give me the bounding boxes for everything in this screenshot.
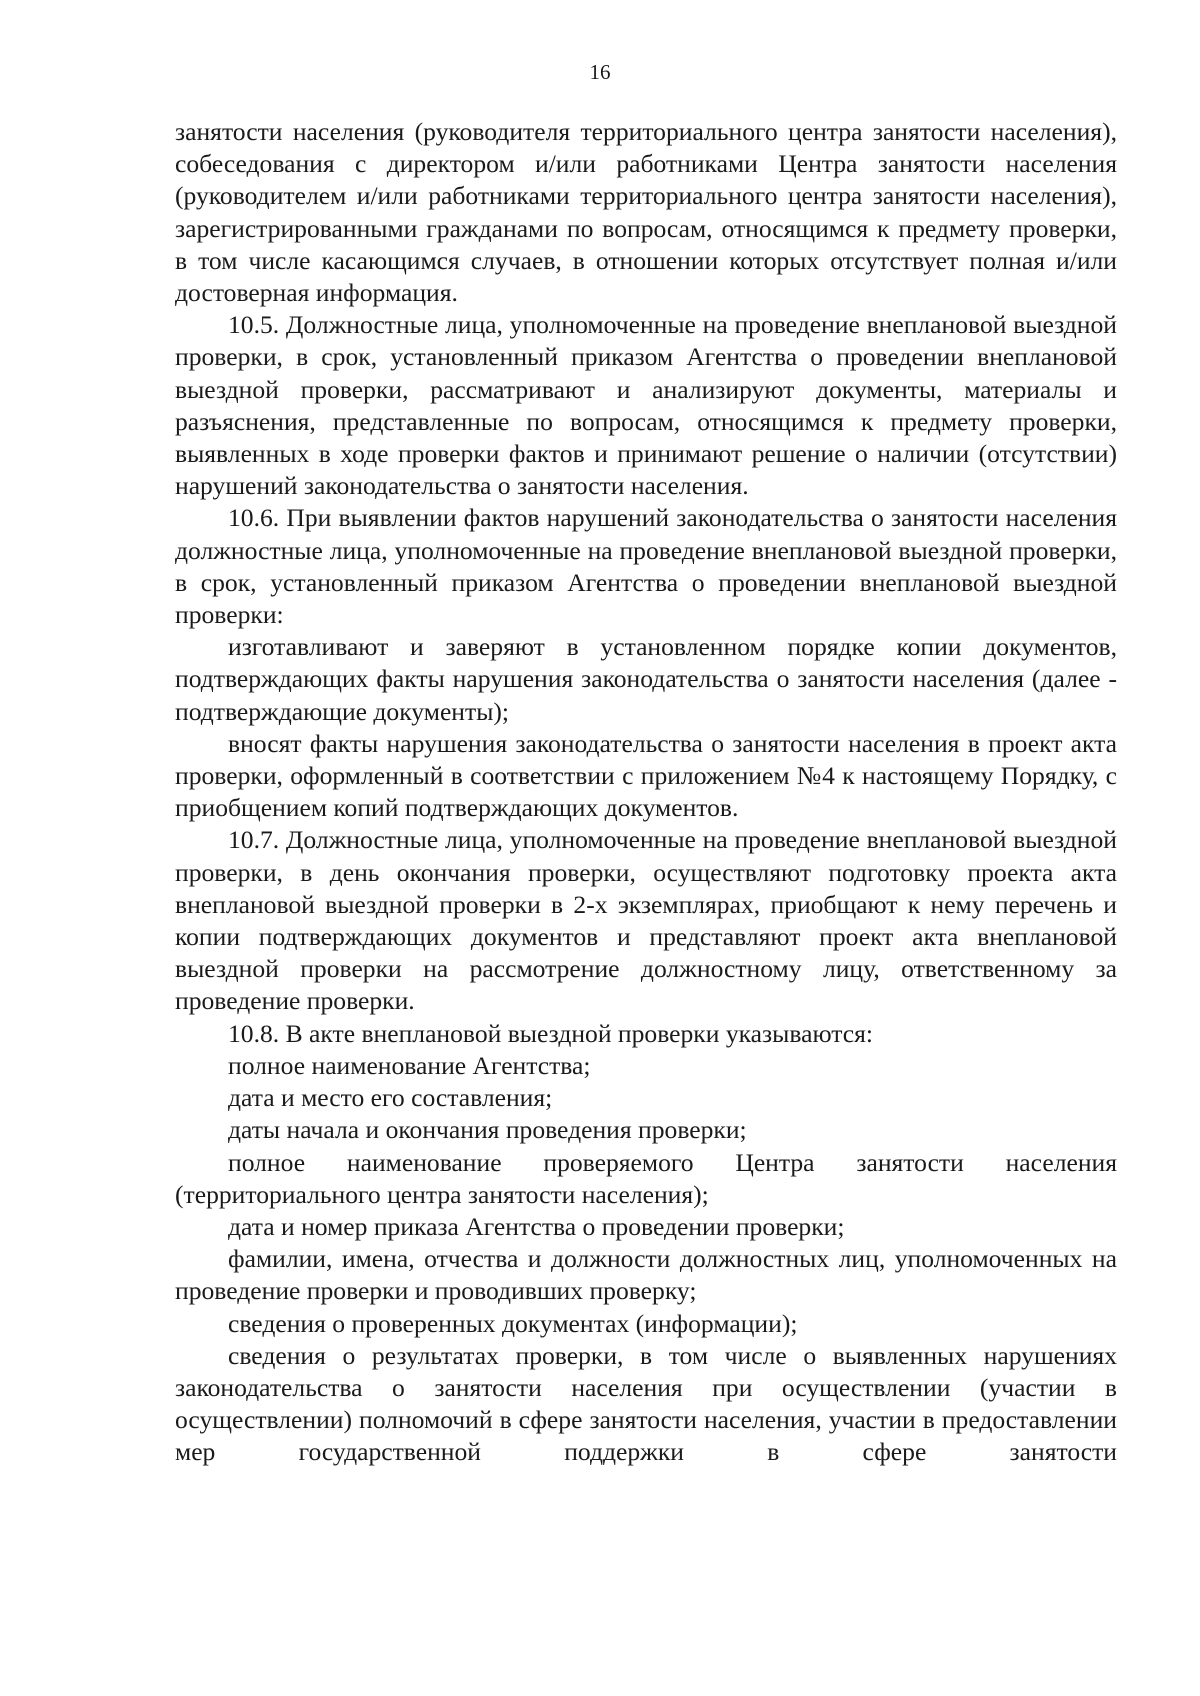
list-item-date-place: дата и место его составления;	[228, 1083, 553, 1113]
list-item-center-name: полное наименование проверяемого Центра занятости населения (территориального центра занятости населения);	[175, 1147, 1117, 1209]
paragraph-10-5: 10.5. Должностные лица, уполномоченные на проведение внеплановой выездной проверки, в срок, установленный приказом Агентства о проведении внеплановой выездной проверки, рассматривают и анализируют документы, материалы и разъяснения, представленные по вопросам, относящимся к предмету проверки, выявленных в ходе проверки фактов и принимают решение о наличии (отсутствии) нарушений законодательства о занятости населения.	[175, 310, 1117, 501]
paragraph-10-6: 10.6. При выявлении фактов нарушений законодательства о занятости населения должностные лица, уполномоченные на проведение внеплановой выездной проверки, в срок, установленный приказом Агентства о проведении внеплановой выездной проверки:	[175, 503, 1117, 630]
paragraph-10-6-item-facts: вносят факты нарушения законодательства о занятости населения в проект акта проверки, оформленный в соответствии с приложением №4 к настоящему Порядку, с приобщением копий подтверждающих документов.	[175, 728, 1117, 823]
paragraph-10-8: 10.8. В акте внеплановой выездной проверки указываются:	[228, 1018, 873, 1048]
paragraph-10-7: 10.7. Должностные лица, уполномоченные на проведение внеплановой выездной проверки, в день окончания проверки, осуществляют подготовку проекта акта внеплановой выездной проверки в 2-х экземплярах, приобщают к нему перечень и копии подтверждающих документов и представляют проект акта внеплановой выездной проверки на рассмотрение должностному лицу, ответственному за проведение проверки.	[175, 825, 1117, 1016]
list-item-order: дата и номер приказа Агентства о проведении проверки;	[228, 1211, 845, 1241]
list-item-documents: сведения о проверенных документах (информации);	[228, 1308, 798, 1338]
paragraph-10-6-item-copies: изготавливают и заверяют в установленном порядке копии документов, подтверждающих факты нарушения законодательства о занятости населения (далее - подтверждающие документы);	[175, 632, 1117, 726]
list-item-dates: даты начала и окончания проведения проверки;	[228, 1115, 747, 1145]
document-body	[175, 116, 1117, 1469]
list-item-results: сведения о результатах проверки, в том числе о выявленных нарушениях законодательства о занятости населения при осуществлении (участии в осуществлении) полномочий в сфере занятости населения, участии в предоставлении мер государственной поддержки в сфере занятости	[175, 1340, 1117, 1467]
page-number: 16	[589, 60, 611, 84]
list-item-officials: фамилии, имена, отчества и должности должностных лиц, уполномоченных на проведение проверки и проводивших проверку;	[175, 1244, 1117, 1306]
list-item-agency-name: полное наименование Агентства;	[228, 1050, 591, 1080]
paragraph-continuation: занятости населения (руководителя территориального центра занятости населения), собеседования с директором и/или работниками Центра занятости населения (руководителем и/или работниками территориального центра занятости населения), зарегистрированными гражданами по вопросам, относящимся к предмету проверки, в том числе касающимся случаев, в отношении которых отсутствует полная и/или достоверная информация.	[175, 117, 1117, 308]
